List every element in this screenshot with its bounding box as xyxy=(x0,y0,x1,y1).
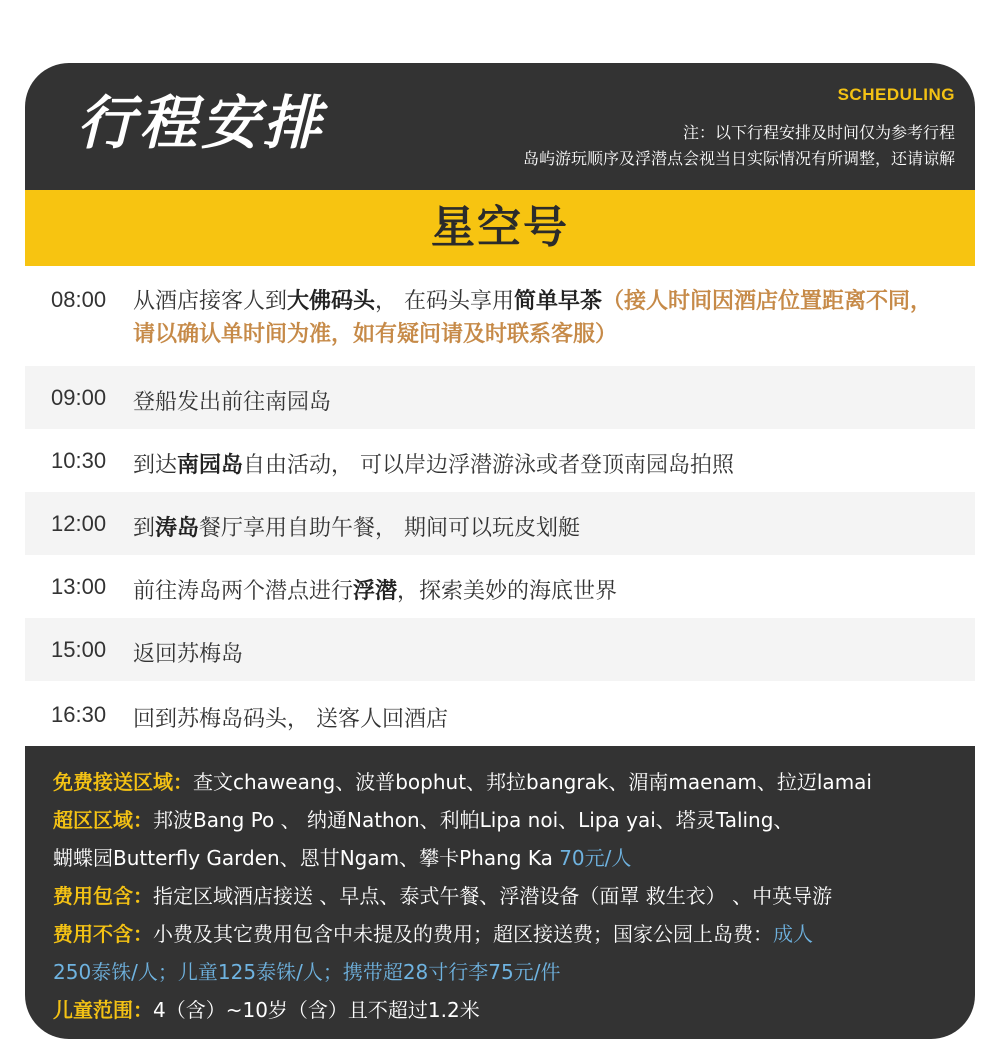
desc-bold: 南园岛 xyxy=(177,453,244,478)
info-text: 指定区域酒店接送 、早点、泰式午餐、浮潜设备（面罩 救生衣） 、中英导游 xyxy=(153,884,833,908)
schedule-row xyxy=(25,492,975,555)
schedule-time: 10:30 xyxy=(51,448,107,473)
schedule-desc: 回到苏梅岛码头， 送客人回酒店 xyxy=(133,707,448,732)
schedule-row xyxy=(25,429,975,492)
free-pickup-line xyxy=(53,766,955,795)
park-fee-price: 成人 xyxy=(773,922,813,946)
boat-name-banner xyxy=(25,190,975,266)
pickup-note: （接人时间因酒店位置距离不同，请以确认单时间为准，如有疑问请及时联系客服） xyxy=(133,289,933,347)
info-label: 费用包含： xyxy=(53,884,153,908)
info-text: 小费及其它费用包含中未提及的费用；超区接送费；国家公园上岛费： xyxy=(153,922,773,946)
schedule-desc xyxy=(133,285,953,351)
info-text: 查文chaweang、波普bophut、邦拉bangrak、湄南maenam、拉迈lamai xyxy=(193,770,872,794)
schedule-time: 13:00 xyxy=(51,574,107,599)
park-fee-price: 250泰铢/人；儿童125泰铢/人；携带超28寸行李75元/件 xyxy=(53,960,561,984)
itinerary-card xyxy=(25,63,975,1039)
desc-text: ，探索美妙的海底世界 xyxy=(397,579,618,604)
schedule-row xyxy=(25,681,975,746)
child-range-line xyxy=(53,994,955,1023)
desc-bold: 涛岛 xyxy=(155,516,200,541)
schedule-time: 12:00 xyxy=(51,511,107,536)
extra-zone-line-2 xyxy=(53,842,955,871)
schedule-row xyxy=(25,366,975,429)
schedule-time: 15:00 xyxy=(51,637,107,662)
schedule-desc: 登船发出前往南园岛 xyxy=(133,390,332,415)
schedule-row xyxy=(25,266,975,366)
info-text: 4（含）~10岁（含）且不超过1.2米 xyxy=(153,998,480,1022)
included-line xyxy=(53,880,955,909)
info-label: 儿童范围： xyxy=(53,998,153,1022)
desc-text: 从酒店接客人到 xyxy=(133,289,288,314)
info-panel xyxy=(25,746,975,1039)
info-label: 超区区域： xyxy=(53,808,153,832)
desc-text: 餐厅享用自助午餐， 期间可以玩皮划艇 xyxy=(199,516,581,541)
schedule-time: 08:00 xyxy=(51,287,107,312)
schedule-time: 09:00 xyxy=(51,385,107,410)
desc-text: 前往涛岛两个潜点进行 xyxy=(133,579,354,604)
page-title: 行程安排 xyxy=(77,89,326,157)
info-label: 费用不含： xyxy=(53,922,153,946)
desc-text: 到达 xyxy=(133,453,178,478)
scheduling-tag: SCHEDULING xyxy=(837,85,955,104)
info-text: 邦波Bang Po 、 纳通Nathon、利帕Lipa noi、Lipa yai、塔灵Taling、 xyxy=(153,808,794,832)
header-bar xyxy=(25,63,975,190)
desc-bold: 大佛码头 xyxy=(287,289,376,314)
schedule-time: 16:30 xyxy=(51,702,107,727)
info-text: 蝴蝶园Butterfly Garden、恩甘Ngam、攀卡Phang Ka xyxy=(53,846,560,870)
schedule-desc xyxy=(133,574,953,605)
extra-zone-line xyxy=(53,804,955,833)
schedule-desc: 返回苏梅岛 xyxy=(133,642,244,667)
excluded-line-2 xyxy=(53,956,955,985)
extra-price: 70元/人 xyxy=(559,846,632,870)
desc-text: ， 在码头享用 xyxy=(375,289,515,314)
desc-bold: 浮潜 xyxy=(353,579,398,604)
schedule-row xyxy=(25,555,975,618)
schedule-row xyxy=(25,618,975,681)
desc-text: 自由活动， 可以岸边浮潜游泳或者登顶南园岛拍照 xyxy=(243,453,735,478)
boat-name: 星空号 xyxy=(431,202,569,253)
schedule-desc xyxy=(133,511,953,542)
desc-bold: 简单早茶 xyxy=(514,289,603,314)
info-label: 免费接送区域： xyxy=(53,770,193,794)
note-line-1: 注：以下行程安排及时间仅为参考行程 xyxy=(682,123,955,142)
note-line-2: 岛屿游玩顺序及浮潜点会视当日实际情况有所调整，还请谅解 xyxy=(522,149,955,168)
schedule-desc xyxy=(133,448,953,479)
desc-text: 到 xyxy=(133,516,156,541)
excluded-line xyxy=(53,918,955,947)
